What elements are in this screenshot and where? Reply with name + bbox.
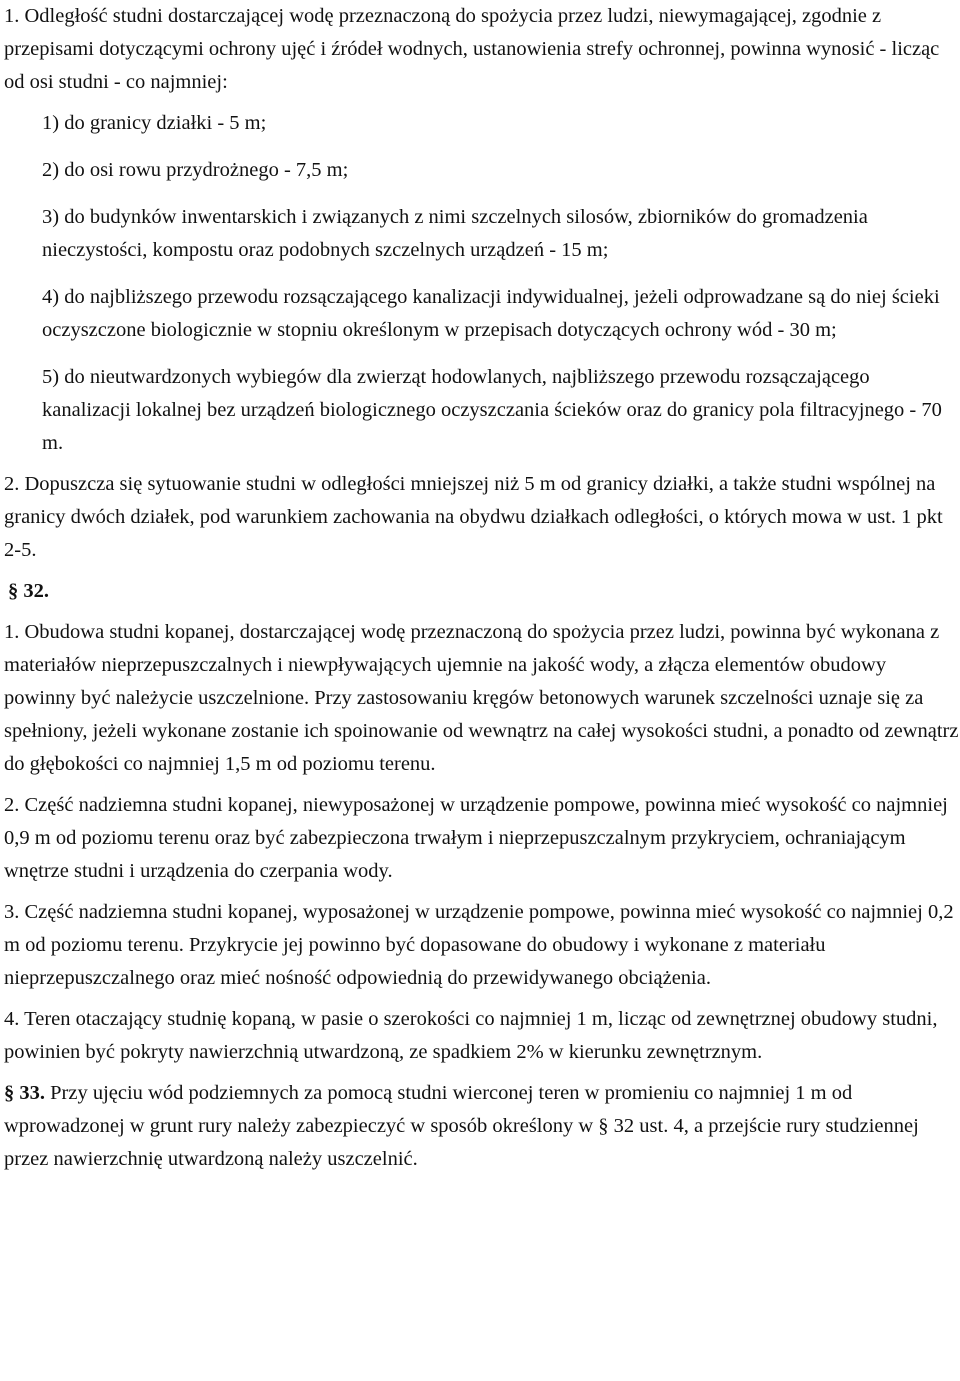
section-heading-33: § 33. bbox=[4, 1082, 45, 1104]
sec33-text: Przy ujęciu wód podziemnych za pomocą studni wierconej teren w promieniu co najmniej 1 m od wprowadzonej w grunt rury należy zabezpieczyć w sposób określony w § 32 ust. 4, a przejście rury studziennej przez nawierzchnię utwardzoną należy uszczelnić. bbox=[4, 1082, 919, 1170]
sec33-paragraph bbox=[4, 1077, 960, 1176]
sec31-paragraph-2: 2. Dopuszcza się sytuowanie studni w odległości mniejszej niż 5 m od granicy działki, a także studni wspólnej na granicy dwóch działek, pod warunkiem zachowania na obydwu działkach odległości, o których mowa w ust. 1 pkt 2-5. bbox=[4, 473, 943, 561]
sec32-paragraph-2: 2. Część nadziemna studni kopanej, niewyposażonej w urządzenie pompowe, powinna mieć wysokość co najmniej 0,9 m od poziomu terenu oraz być zabezpieczona trwałym i nieprzepuszczalnym przykryciem, ochraniającym wnętrze studni i urządzenia do czerpania wody. bbox=[4, 794, 948, 882]
section-heading-32: § 32. bbox=[8, 580, 49, 602]
sec32-paragraph-3: 3. Część nadziemna studni kopanej, wyposażonej w urządzenie pompowe, powinna mieć wysokość co najmniej 0,2 m od poziomu terenu. Przykrycie jej powinno być dopasowane do obudowy i wykonane z materiału nieprzepuszczalnego oraz mieć nośność odpowiednią do przewidywanego obciążenia. bbox=[4, 901, 954, 989]
list-item-3: 3) do budynków inwentarskich i związanych z nimi szczelnych silosów, zbiorników do gromadzenia nieczystości, kompostu oraz podobnych szczelnych urządzeń - 15 m; bbox=[42, 206, 868, 261]
list-item-5: 5) do nieutwardzonych wybiegów dla zwierząt hodowlanych, najbliższego przewodu rozsączającego kanalizacji lokalnej bez urządzeń biologicznego oczyszczania ścieków oraz do granicy pola filtracyjnego - 70 m. bbox=[42, 366, 942, 454]
list-item-1: 1) do granicy działki - 5 m; bbox=[42, 112, 267, 134]
sec31-paragraph-1: 1. Odległość studni dostarczającej wodę przeznaczoną do spożycia przez ludzi, niewymagającej, zgodnie z przepisami dotyczącymi ochrony ujęć i źródeł wodnych, ustanowienia strefy ochronnej, powinna wynosić - licząc od osi studni - co najmniej: bbox=[4, 5, 940, 93]
list-item-4: 4) do najbliższego przewodu rozsączającego kanalizacji indywidualnej, jeżeli odprowadzane są do niej ścieki oczyszczone biologicznie w stopniu określonym w przepisach dotyczących ochrony wód - 30 m; bbox=[42, 286, 940, 341]
sec32-paragraph-1: 1. Obudowa studni kopanej, dostarczającej wodę przeznaczoną do spożycia przez ludzi, powinna być wykonana z materiałów nieprzepuszczalnych i niewpływających ujemnie na jakość wody, a złącza elementów obudowy powinny być należycie uszczelnione. Przy zastosowaniu kręgów betonowych warunek szczelności uznaje się za spełniony, jeżeli wykonane zostanie ich spoinowanie od wewnątrz na całej wysokości studni, a ponadto od zewnątrz do głębokości co najmniej 1,5 m od poziomu terenu. bbox=[4, 621, 959, 775]
sec32-paragraph-4: 4. Teren otaczający studnię kopaną, w pasie o szerokości co najmniej 1 m, licząc od zewnętrznej obudowy studni, powinien być pokryty nawierzchnią utwardzoną, ze spadkiem 2% w kierunku zewnętrznym. bbox=[4, 1008, 938, 1063]
list-item-2: 2) do osi rowu przydrożnego - 7,5 m; bbox=[42, 159, 349, 181]
